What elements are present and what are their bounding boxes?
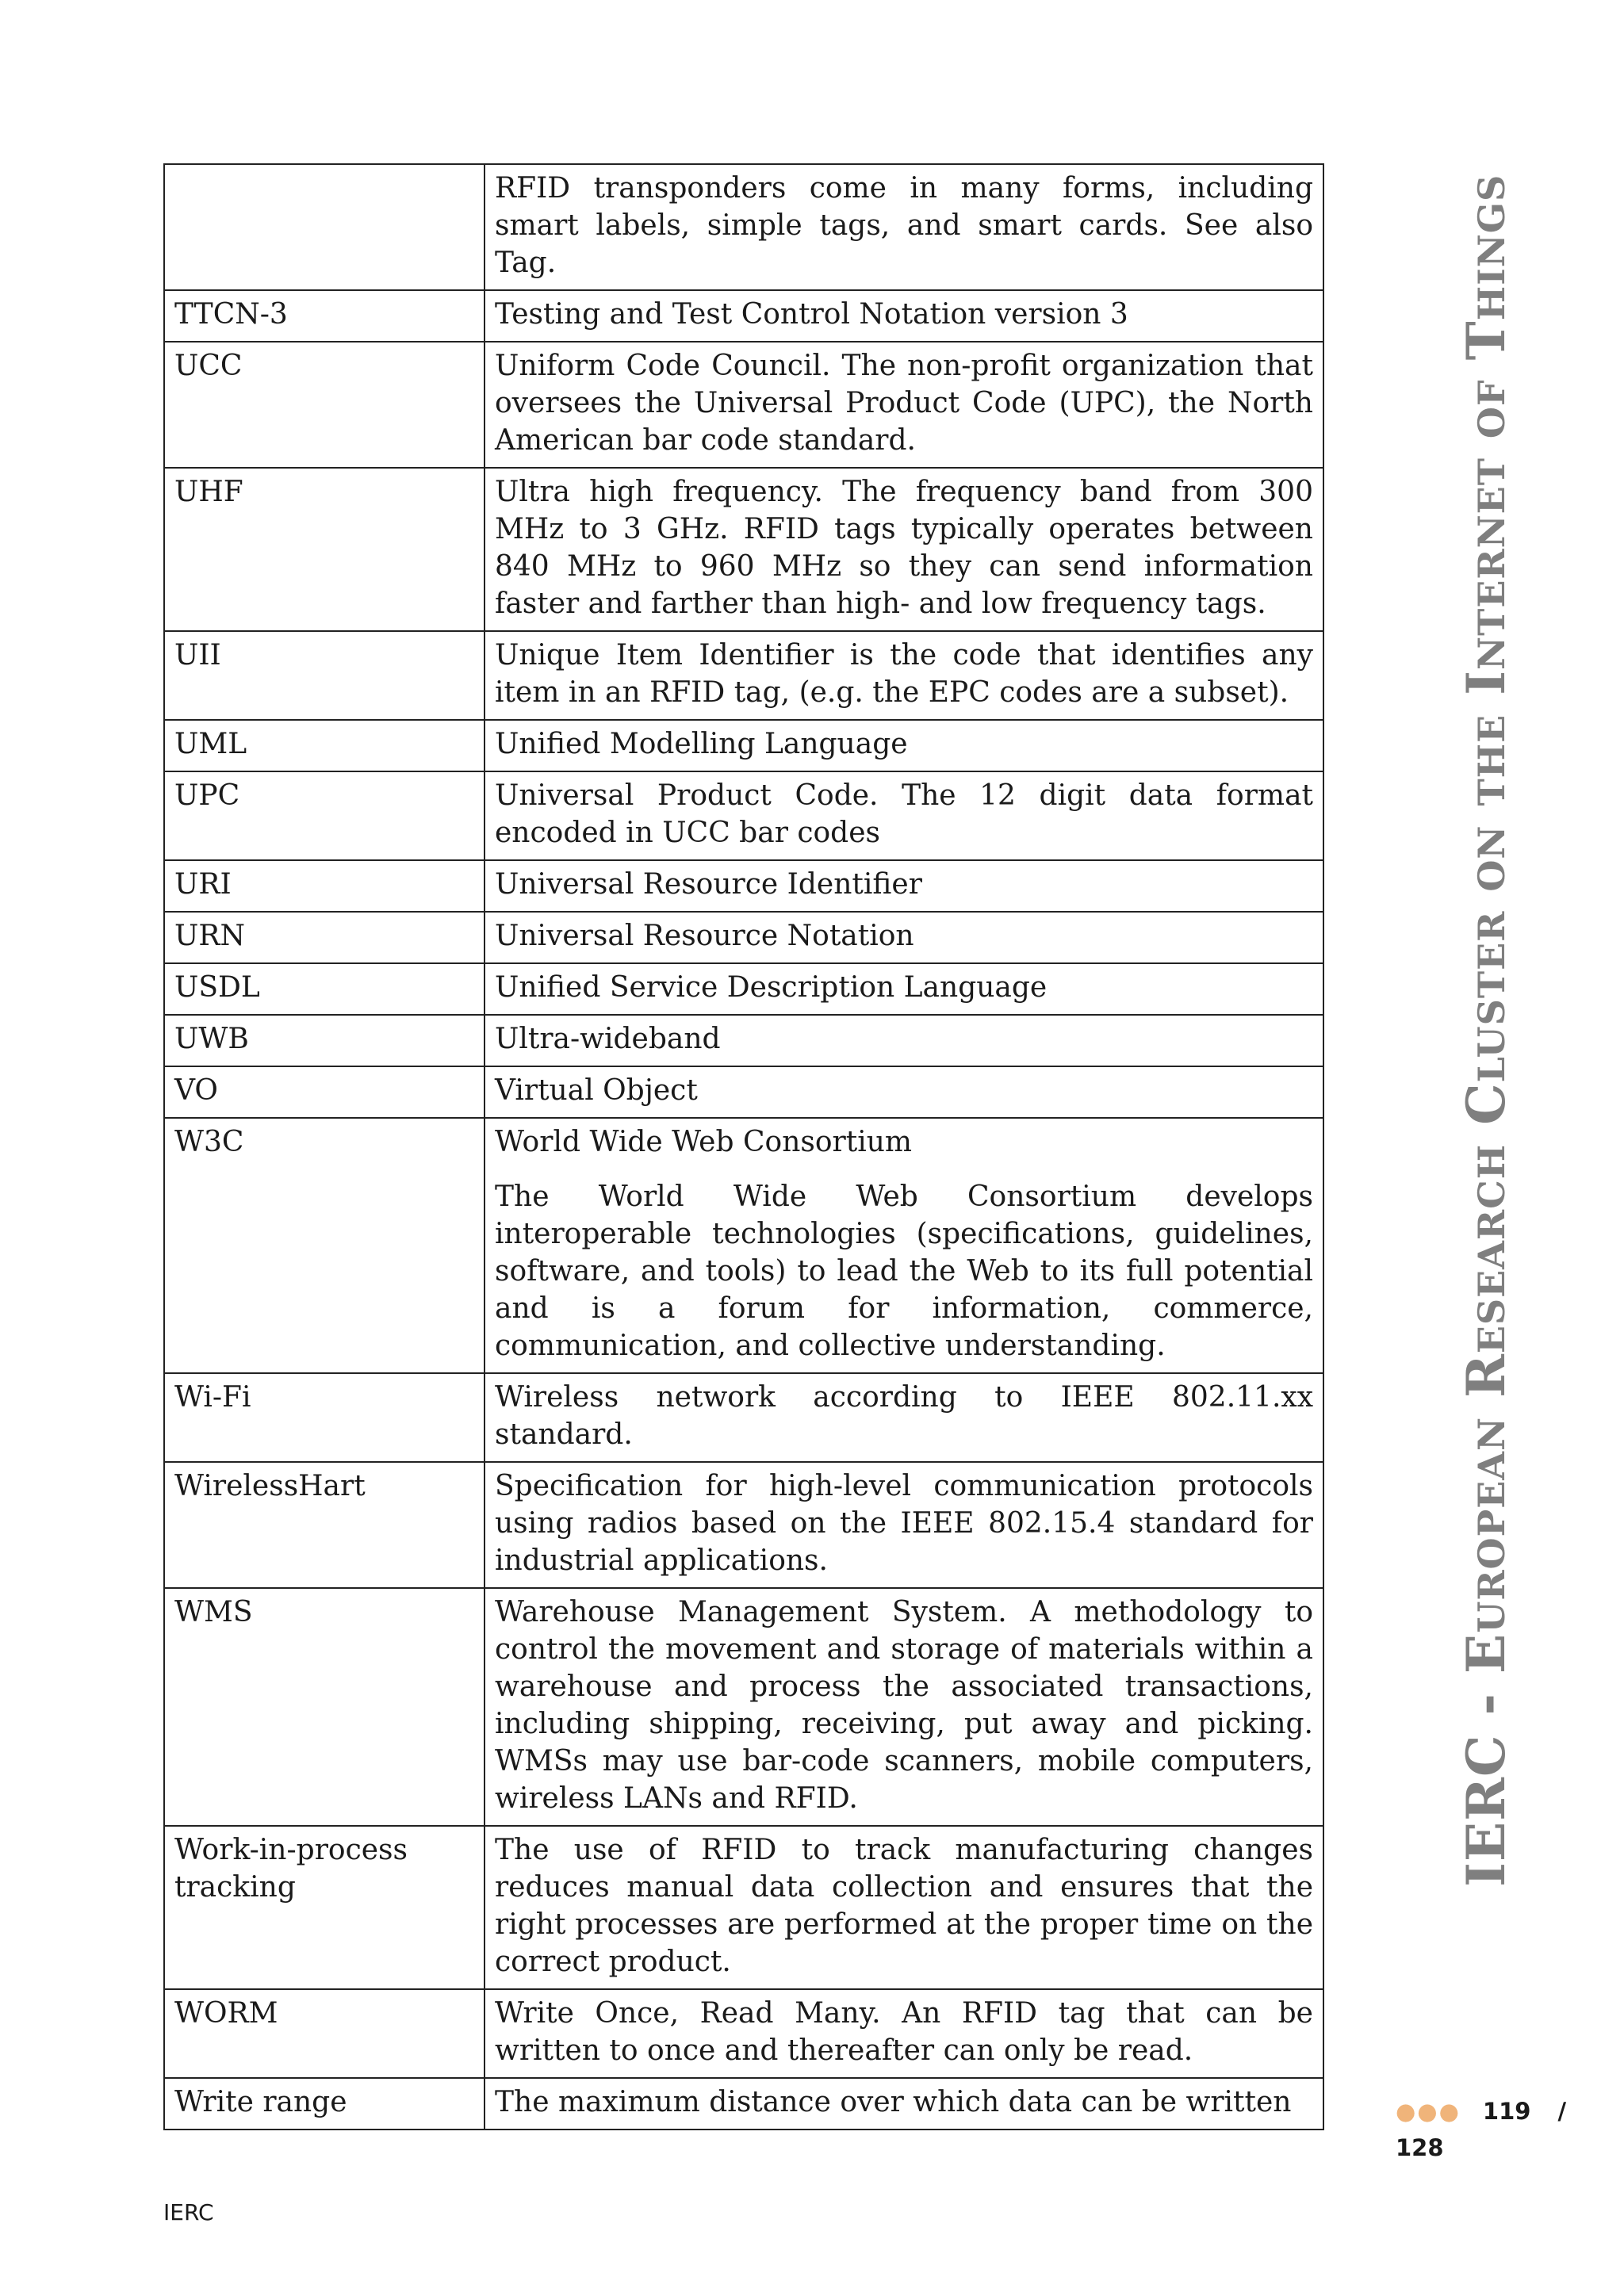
page-separator: / [1557,2098,1567,2125]
glossary-term: W3C [164,1118,485,1373]
definition-paragraph: Wireless network according to IEEE 802.11.xx standard. [495,1381,1313,1451]
glossary-table [163,163,1324,2130]
table-row [164,720,1323,771]
glossary-definition [485,963,1323,1015]
glossary-term: WORM [164,1989,485,2078]
glossary-definition [485,1118,1323,1373]
glossary-definition [485,1015,1323,1066]
page-dots-icon: ●●● [1396,2098,1461,2125]
table-row [164,1826,1323,1989]
glossary-definition [485,1066,1323,1118]
table-row [164,963,1323,1015]
definition-paragraph: Unique Item Identifier is the code that identifies any item in an RFID tag, (e.g. the EPC codes are a subset). [495,639,1313,709]
table-row [164,342,1323,468]
table-row [164,1462,1323,1588]
glossary-definition [485,1462,1323,1588]
glossary-term [164,164,485,290]
definition-paragraph: Warehouse Management System. A methodology to control the movement and storage of materials within a warehouse and process the associated transactions, including shipping, receiving, put away and picking. WMSs may use bar-code scanners, mobile computers, wireless LANs and RFID. [495,1596,1313,1815]
glossary-term: UPC [164,771,485,860]
definition-paragraph: RFID transponders come in many forms, including smart labels, simple tags, and smart cards. See also Tag. [495,172,1313,279]
table-row [164,1015,1323,1066]
glossary-term: UCC [164,342,485,468]
definition-paragraph: The use of RFID to track manufacturing changes reduces manual data collection and ensures that the right processes are performed at the proper time on the correct product. [495,1834,1313,1978]
glossary-term: Wi-Fi [164,1373,485,1462]
glossary-definition [485,1588,1323,1826]
glossary-definition [485,1989,1323,2078]
definition-paragraph: Write Once, Read Many. An RFID tag that can be written to once and thereafter can only be read. [495,1997,1313,2067]
glossary-term: TTCN-3 [164,290,485,342]
glossary-definition [485,631,1323,720]
definition-paragraph: Unified Service Description Language [495,971,1048,1004]
glossary-term: UII [164,631,485,720]
definition-paragraph: The World Wide Web Consortium develops interoperable technologies (specifications, guidelines, software, and tools) to lead the Web to its full potential and is a forum for information, commerce, communication, and collective understanding. [495,1181,1313,1362]
table-row [164,1989,1323,2078]
table-row [164,912,1323,963]
definition-paragraph: World Wide Web Consortium [495,1126,913,1158]
glossary-definition [485,342,1323,468]
footer-label: IERC [163,2199,214,2225]
definition-paragraph: Ultra high frequency. The frequency band from 300 MHz to 3 GHz. RFID tags typically operates between 840 MHz to 960 MHz so they can send information faster and farther than high- and low frequency tags. [495,476,1313,620]
table-row [164,1588,1323,1826]
glossary-definition [485,860,1323,912]
glossary-definition [485,468,1323,631]
page-current: 119 [1482,2098,1531,2125]
table-row [164,290,1323,342]
definition-paragraph: Universal Resource Identifier [495,868,922,901]
glossary-definition [485,720,1323,771]
table-row [164,631,1323,720]
definition-paragraph: Testing and Test Control Notation version 3 [495,298,1128,331]
table-row [164,468,1323,631]
table-row [164,1373,1323,1462]
definition-paragraph: Specification for high-level communication protocols using radios based on the IEEE 802.15.4 standard for industrial applications. [495,1470,1313,1577]
glossary-term: UHF [164,468,485,631]
glossary-term: UWB [164,1015,485,1066]
glossary-definition [485,2078,1323,2130]
glossary-definition [485,912,1323,963]
glossary-definition [485,771,1323,860]
page-number [1396,2093,1566,2166]
glossary-term: Write range [164,2078,485,2130]
table-row [164,164,1323,290]
definition-paragraph: Unified Modelling Language [495,728,908,760]
table-row [164,2078,1323,2130]
definition-paragraph: Universal Product Code. The 12 digit data format encoded in UCC bar codes [495,779,1313,849]
glossary-term: USDL [164,963,485,1015]
definition-paragraph: Uniform Code Council. The non-profit organization that oversees the Universal Product Code (UPC), the North American bar code standard. [495,350,1313,457]
table-row [164,1118,1323,1373]
glossary-body [164,164,1323,2130]
definition-paragraph: Universal Resource Notation [495,920,914,952]
definition-paragraph: Ultra-wideband [495,1023,721,1055]
glossary-term: WirelessHart [164,1462,485,1588]
glossary-definition [485,1826,1323,1989]
table-row [164,771,1323,860]
glossary-definition [485,1373,1323,1462]
glossary-term: URN [164,912,485,963]
glossary-term: WMS [164,1588,485,1826]
glossary-term: Work-in-process tracking [164,1826,485,1989]
page-total: 128 [1396,2134,1444,2161]
glossary-term: UML [164,720,485,771]
side-title: IERC - European Research Cluster on the Internet of Things [1455,174,1517,1887]
glossary-definition [485,164,1323,290]
table-row [164,1066,1323,1118]
glossary-term: URI [164,860,485,912]
table-row [164,860,1323,912]
definition-paragraph: The maximum distance over which data can be written [495,2086,1292,2118]
glossary-term: VO [164,1066,485,1118]
definition-paragraph: Virtual Object [495,1074,698,1107]
glossary-definition [485,290,1323,342]
